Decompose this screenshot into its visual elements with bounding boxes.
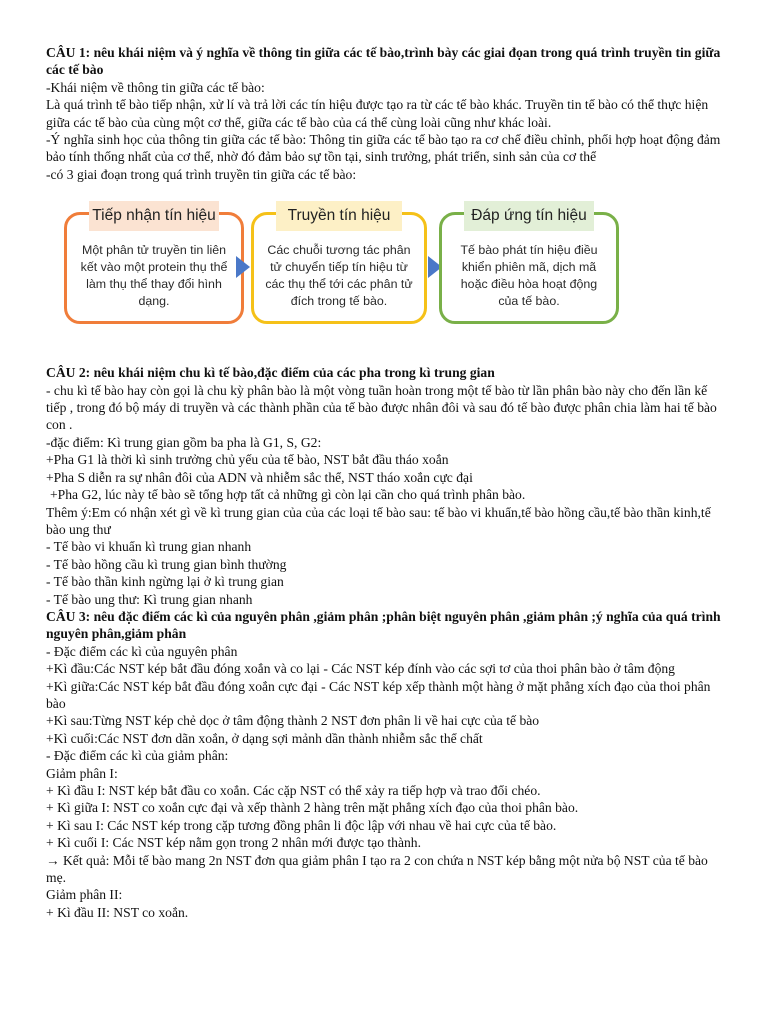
stage-box-response	[439, 207, 619, 324]
q1-line: -có 3 giai đoạn trong quá trình truyền tin giữa các tế bào:	[46, 166, 357, 182]
stage-title: Đáp ứng tín hiệu	[464, 201, 594, 231]
q2-line: -đặc điểm: Kì trung gian gồm ba pha là G1, S, G2:	[46, 434, 322, 450]
q3-line: +Kì đầu:Các NST kép bắt đầu đóng xoắn và co lại - Các NST kép đính vào các sợi tơ của thoi phân bào ở tâm động	[46, 661, 675, 677]
q3-line: + Kì giữa I: NST co xoắn cực đại và xếp thành 2 hàng trên mặt phẳng xích đạo của thoi phân bào.	[46, 800, 579, 816]
stage-body: Tế bào phát tín hiệu điều khiển phiên mã, dịch mã hoặc điều hòa hoạt động của tế bào.	[460, 243, 598, 309]
q2-line: - Tế bào hồng cầu kì trung gian bình thường	[46, 556, 287, 572]
q3-line: + Kì sau I: Các NST kép trong cặp tương đồng phân li độc lập với nhau về hai cực của tế bào.	[46, 817, 557, 833]
q2-heading	[46, 364, 730, 381]
q2-heading-label: CÂU 2	[46, 365, 86, 381]
stage-box-reception	[64, 207, 244, 324]
q2-heading-text: : nêu khái niệm chu kì tế bào,đặc điểm của các pha trong kì trung gian	[85, 365, 495, 381]
q2-line: - chu kì tế bào hay còn gọi là chu kỳ phân bào là một vòng tuần hoàn trong một tế bào từ lần phân bào này cho đến lần kế tiếp , trong đó bộ máy di truyền và các thành phần của tế bào được nhân đôi và sau đó tế bào được phân chia làm hai tế bào con .	[46, 382, 717, 433]
stage-title: Truyền tín hiệu	[276, 201, 402, 231]
q1-heading-label: CÂU 1	[46, 45, 86, 60]
q2-line: +Pha S diễn ra sự nhân đôi của ADN và nhiễm sắc thể, NST tháo xoắn cực đại	[46, 469, 473, 485]
q1-heading-text: : nêu khái niệm và ý nghĩa về thông tin giữa các tế bào,trình bày các giai đọan trong quá trình truyền tin giữa các tế bào	[46, 45, 721, 78]
signal-transduction-diagram	[46, 192, 730, 352]
q2-line: - Tế bào vi khuẩn kì trung gian nhanh	[46, 539, 252, 555]
q3-line: Giảm phân I:	[46, 765, 118, 781]
stage-body: Các chuỗi tương tác phân tử chuyển tiếp tín hiệu từ các thụ thể tới các phân tử đích trong tế bào.	[265, 243, 413, 309]
q3-line: Giảm phân II:	[46, 887, 123, 903]
q2-line: - Tế bào thần kinh ngừng lại ở kì trung gian	[46, 574, 284, 590]
stage-body: Một phân tử truyền tin liên kết vào một protein thụ thể làm thụ thể thay đổi hình dạng.	[80, 243, 228, 309]
q3-line: + Kì cuối I: Các NST kép nằm gọn trong 2 nhân mới được tạo thành.	[46, 835, 421, 851]
q3-heading-label: CÂU 3	[46, 608, 86, 624]
q3-line: - Đặc điểm các kì của giảm phân:	[46, 748, 229, 764]
q2-line: Thêm ý:Em có nhận xét gì về kì trung gian của của các loại tế bào sau: tế bào vi khuẩn,tế bào hồng cầu,tế bào thần kinh,tế bào ung thư	[46, 504, 711, 537]
q3-line: - Đặc điểm các kì của nguyên phân	[46, 643, 238, 659]
q2-line: - Tế bào ung thư: Kì trung gian nhanh	[46, 591, 253, 607]
q1-heading	[46, 44, 730, 79]
q3-line: → Kết quả: Mỗi tế bào mang 2n NST đơn qua giảm phân I tạo ra 2 con chứa n NST kép bằng một nửa bộ NST của tế bào mẹ.	[46, 852, 708, 886]
q3-line: +Kì sau:Từng NST kép chẻ dọc ở tâm động thành 2 NST đơn phân li về hai cực của tế bào	[46, 713, 540, 729]
q2-line: +Pha G2, lúc này tế bào sẽ tổng hợp tất cả những gì còn lại cần cho quá trình phân bào.	[50, 487, 526, 503]
q2-line: +Pha G1 là thời kì sinh trưởng chủ yếu của tế bào, NST bắt đầu tháo xoắn	[46, 452, 449, 468]
q3-line: + Kì đầu II: NST co xoắn.	[46, 904, 189, 920]
q3-heading	[46, 608, 730, 643]
stage-title: Tiếp nhận tín hiệu	[89, 201, 219, 231]
stage-box-transduction	[251, 207, 427, 324]
q1-line: -Ý nghĩa sinh học của thông tin giữa các tế bào: Thông tin giữa các tế bào tạo ra cơ chế điều chỉnh, phối hợp hoạt động đảm bảo tính thống nhất của cơ thể, nhờ đó đảm bảo sự tồn tại, sinh trưởng, phát triển, sinh sản của cơ thể	[46, 132, 721, 165]
q3-line: +Kì giữa:Các NST kép bắt đầu đóng xoắn cực đại - Các NST kép xếp thành một hàng ở mặt phẳng xích đạo của thoi phân bào	[46, 678, 711, 711]
q1-line: Là quá trình tế bào tiếp nhận, xử lí và trả lời các tín hiệu được tạo ra từ các tế bào khác. Truyền tin tế bào có thể thực hiện giữa các tế bào của cùng một cơ thể, giữa các tế bào của cá thể cùng loài cũng như khác loài.	[46, 97, 709, 130]
q3-heading-text: : nêu đặc điểm các kì của nguyên phân ,giảm phân ;phân biệt nguyên phân ,giảm phân ;ý nghĩa của quá trình nguyên phân,giảm phân	[46, 608, 721, 642]
q1-line: -Khái niệm về thông tin giữa các tế bào:	[46, 79, 265, 95]
q3-line: + Kì đầu I: NST kép bắt đầu co xoắn. Các cặp NST có thể xảy ra tiếp hợp và trao đổi chéo.	[46, 783, 541, 798]
right-arrow-icon	[236, 256, 250, 278]
q3-line: +Kì cuối:Các NST đơn dãn xoắn, ở dạng sợi mảnh dần thành nhiễm sắc thể chất	[46, 730, 483, 746]
